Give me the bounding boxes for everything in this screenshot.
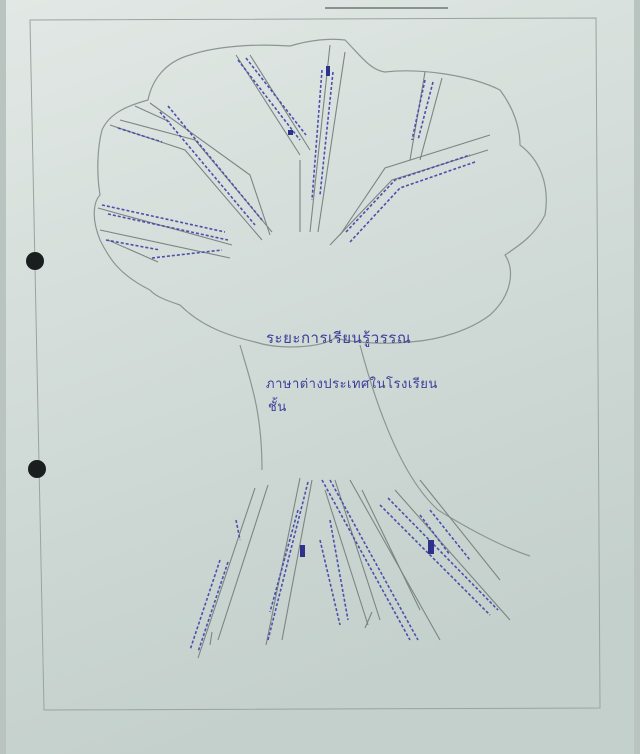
trunk-label-line-2: ภาษาต่างประเทศในโรงเรียน bbox=[266, 377, 438, 392]
punch-hole-bottom bbox=[28, 460, 46, 478]
punch-hole-top bbox=[26, 252, 44, 270]
trunk-label-line-3: ชั้น bbox=[268, 400, 287, 415]
trunk-label-line-1: ระยะการเรียนรู้วรรณ bbox=[266, 329, 412, 347]
